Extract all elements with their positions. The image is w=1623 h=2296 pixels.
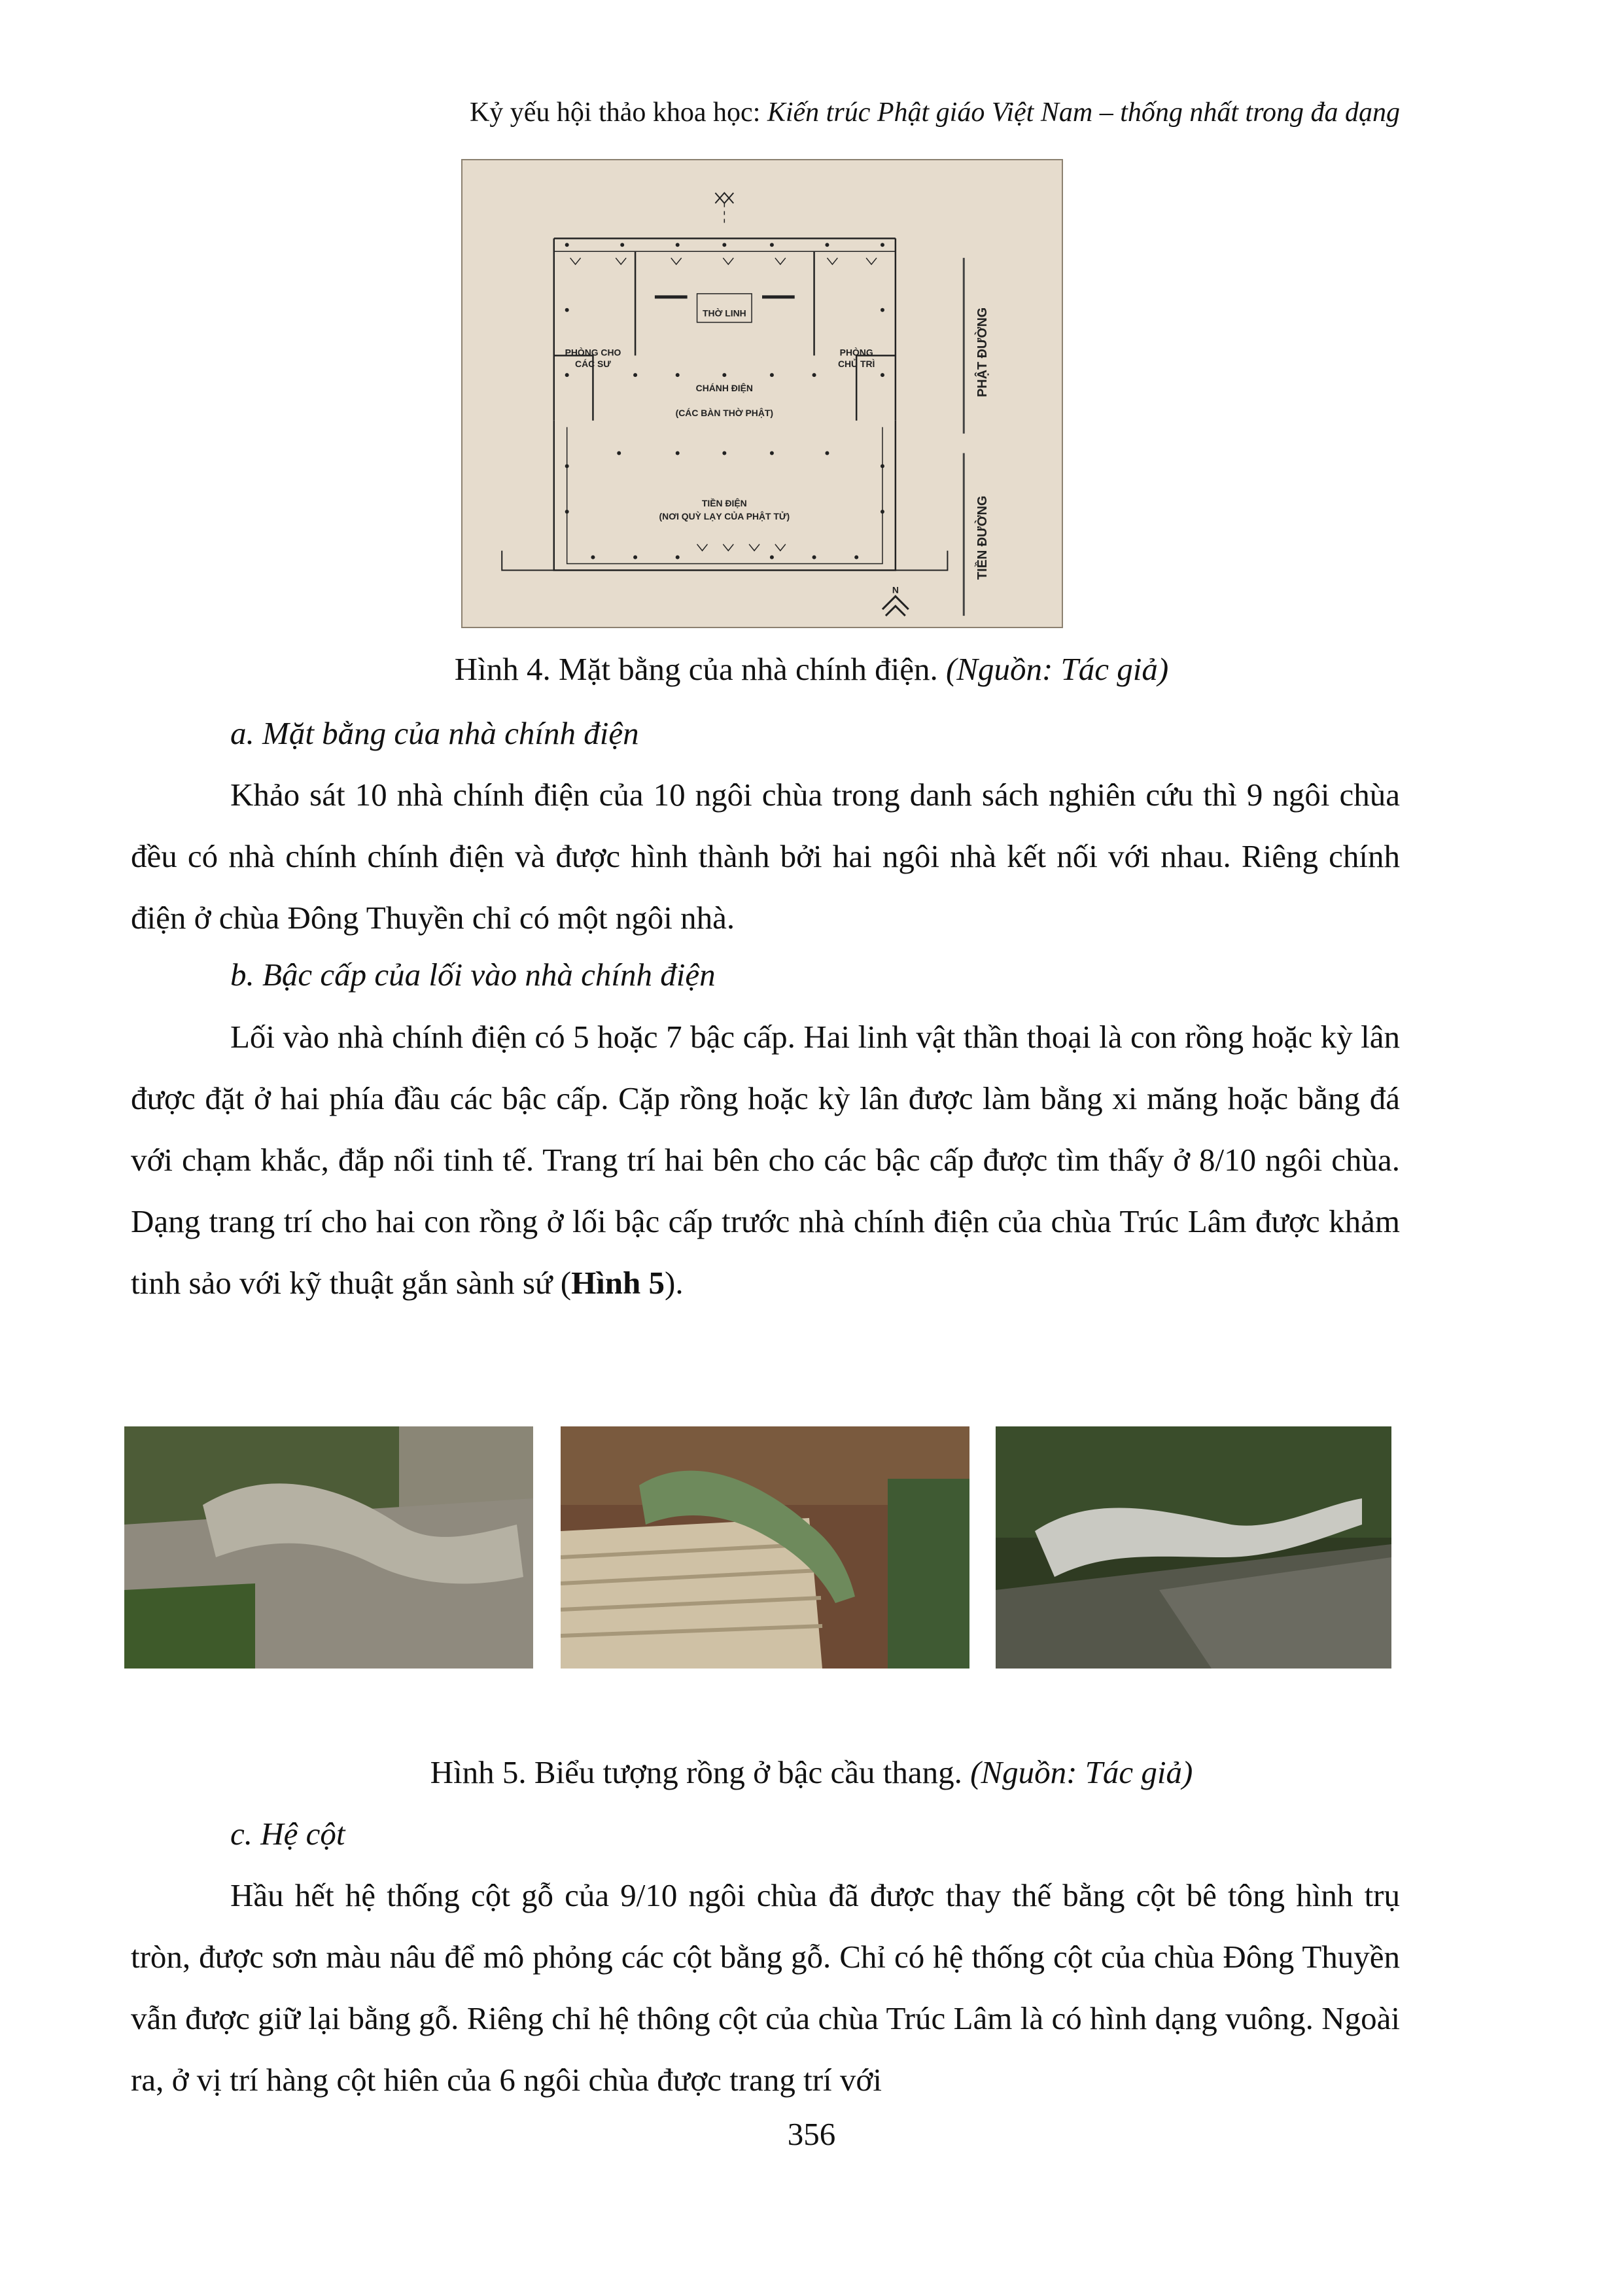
plan-label-phong-cho-1: PHÒNG CHO	[565, 347, 621, 358]
section-a-paragraph: Khảo sát 10 nhà chính điện của 10 ngôi chùa trong danh sách nghiên cứu thì 9 ngôi chùa đều có nhà chính chính điện và được hình thành bởi hai ngôi nhà kết nối với nhau. Riêng chính điện ở chùa Đông Thuyền chỉ có một ngôi nhà.	[131, 777, 1400, 936]
north-label: N	[892, 584, 899, 595]
figure4-caption-source: (Nguồn: Tác giả)	[945, 651, 1169, 687]
dragon-stair-photo-1	[124, 1426, 533, 1669]
page-number: 356	[787, 2116, 836, 2152]
section-a-heading: a. Mặt bằng của nhà chính điện	[230, 715, 639, 751]
section-b-heading: b. Bậc cấp của lối vào nhà chính điện	[230, 957, 716, 993]
section-b-paragraph	[131, 1006, 1400, 1314]
running-header	[131, 93, 1400, 132]
header-title: Kiến trúc Phật giáo Việt Nam – thống nhất trong đa dạng	[767, 97, 1400, 128]
figure5-caption-main: Hình 5. Biểu tượng rồng ở bậc cầu thang.	[430, 1754, 971, 1790]
plan-label-phong-chu-1: PHÒNG	[839, 347, 873, 358]
header-prefix: Kỷ yếu hội thảo khoa học:	[469, 97, 767, 128]
plan-label-tien-duong: TIỀN ĐƯỜNG	[975, 495, 990, 580]
plan-label-chanh-dien: CHÁNH ĐIỆN	[695, 383, 753, 394]
plan-label-cac-ban: (CÁC BÀN THỜ PHẬT)	[675, 407, 774, 418]
plan-label-tien-dien: TIỀN ĐIỆN	[701, 498, 747, 509]
plan-label-tho-linh: THỜ LINH	[702, 308, 746, 319]
dragon-stair-photo-3	[996, 1426, 1391, 1669]
figure5-caption-source: (Nguồn: Tác giả)	[970, 1754, 1193, 1790]
section-b-text-end: ).	[665, 1265, 684, 1301]
figure5-caption	[131, 1750, 1492, 1795]
floor-plan-drawing	[462, 160, 1062, 627]
plan-label-phong-chu-2: CHỦ TRÌ	[837, 359, 875, 370]
plan-label-phat-duong: PHẬT ĐƯỜNG	[975, 307, 990, 397]
dragon-stair-photo-2	[561, 1426, 969, 1669]
section-c-paragraph: Hầu hết hệ thống cột gỗ của 9/10 ngôi chùa đã được thay thế bằng cột bê tông hình trụ tròn, được sơn màu nâu để mô phỏng các cột bằng gỗ. Chỉ có hệ thống cột của chùa Đông Thuyền vẫn được giữ lại bằng gỗ. Riêng chỉ hệ thông cột của chùa Trúc Lâm là có hình dạng vuông. Ngoài ra, ở vị trí hàng cột hiên của 6 ngôi chùa được trang trí với	[131, 1877, 1400, 2098]
figure4-caption	[131, 646, 1492, 692]
figure4-caption-main: Hình 4. Mặt bằng của nhà chính điện.	[454, 651, 946, 687]
section-c-heading: c. Hệ cột	[230, 1816, 345, 1852]
section-b-text: Lối vào nhà chính điện có 5 hoặc 7 bậc cấp. Hai linh vật thần thoại là con rồng hoặc kỳ lân được đặt ở hai phía đầu các bậc cấp. Cặp rồng hoặc kỳ lân được làm bằng xi măng hoặc bằng đá với chạm khắc, đắp nổi tinh tế. Trang trí hai bên cho các bậc cấp được tìm thấy ở 8/10 ngôi chùa. Dạng trang trí cho hai con rồng ở lối bậc cấp trước nhà chính điện của chùa Trúc Lâm được khảm tinh sảo với kỹ thuật gắn sành sứ (	[131, 1019, 1400, 1301]
floor-plan-figure	[461, 159, 1063, 628]
plan-label-noi-quy: (NƠI QUỲ LẠY CỦA PHẬT TỬ)	[659, 510, 790, 521]
figure-reference: Hình 5	[571, 1265, 665, 1301]
plan-label-phong-cho-2: CÁC SƯ	[575, 359, 611, 370]
